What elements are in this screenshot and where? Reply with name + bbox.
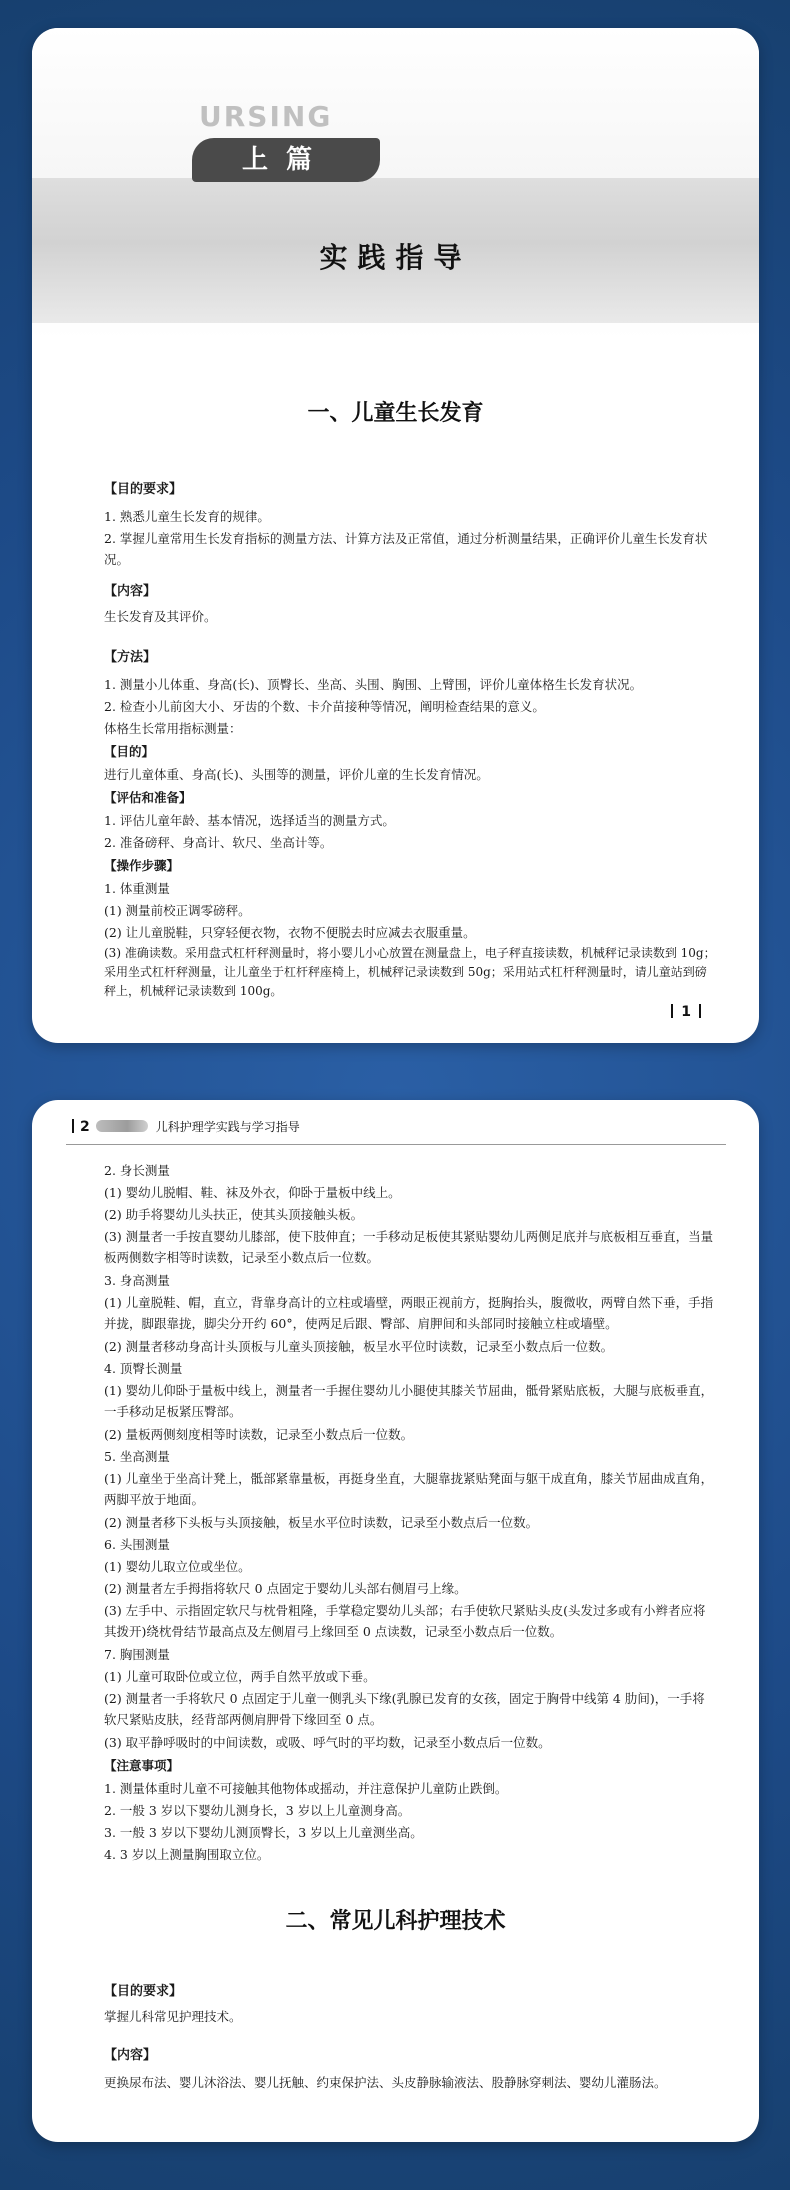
paragraph: (3) 测量者一手按直婴幼儿膝部，使下肢伸直；一手移动足板使其紧贴婴幼儿两侧足底并与底板相互垂直，当量板两侧数字相等时读数，记录至小数点后一位数。 [104, 1229, 714, 1265]
tag-procedure: 【操作步骤】 [104, 858, 180, 873]
paragraph: (2) 测量者移下头板与头顶接触，板呈水平位时读数，记录至小数点后一位数。 [104, 1515, 539, 1530]
tag-assessment: 【评估和准备】 [104, 790, 192, 805]
tag-purpose: 【目的】 [104, 744, 155, 759]
paragraph: (1) 儿童脱鞋、帽，直立，背靠身高计的立柱或墙壁，两眼正视前方，挺胸抬头，腹微收，两臂自然下垂，手指并拢，脚跟靠拢，脚尖分开约 60°，使两足后跟、臀部、肩胛间和头部同时接触立柱或墙壁。 [104, 1295, 714, 1331]
book-page-2 [32, 1100, 759, 2142]
paragraph: 4. 3 岁以上测量胸围取立位。 [104, 1847, 270, 1862]
paragraph: (1) 婴幼儿仰卧于量板中线上，测量者一手握住婴幼儿小腿使其膝关节屈曲，骶骨紧贴底板，大腿与底板垂直，一手移动足板紧压臀部。 [104, 1383, 714, 1419]
header-rule [66, 1144, 726, 1145]
paragraph: 进行儿童体重、身高(长)、头围等的测量，评价儿童的生长发育情况。 [104, 767, 489, 782]
paragraph: 1. 测量体重时儿童不可接触其他物体或摇动，并注意保护儿童防止跌倒。 [104, 1781, 508, 1796]
paragraph: 2. 掌握儿童常用生长发育指标的测量方法、计算方法及正常值，通过分析测量结果，正确评价儿童生长发育状况。 [104, 531, 708, 567]
page-number: 1 [663, 1004, 709, 1020]
running-title: 儿科护理学实践与学习指导 [155, 1120, 300, 1134]
paragraph: 3. 身高测量 [104, 1273, 170, 1288]
paragraph: 1. 熟悉儿童生长发育的规律。 [104, 509, 270, 524]
paragraph: 2. 准备磅秤、身高计、软尺、坐高计等。 [104, 835, 333, 850]
paragraph: 体格生长常用指标测量： [104, 721, 242, 736]
paragraph: (1) 儿童可取卧位或立位，两手自然平放或下垂。 [104, 1669, 376, 1684]
header-decoration [96, 1120, 148, 1132]
paragraph: (2) 测量者一手将软尺 0 点固定于儿童一侧乳头下缘(乳腺已发育的女孩，固定于胸骨中线第 4 肋间)，一手将软尺紧贴皮肤，经背部两侧肩胛骨下缘回至 0 点。 [104, 1691, 705, 1727]
paragraph: (2) 助手将婴幼儿头扶正，使其头顶接触头板。 [104, 1207, 364, 1222]
paragraph: (2) 量板两侧刻度相等时读数，记录至小数点后一位数。 [104, 1427, 414, 1442]
paragraph: 5. 坐高测量 [104, 1449, 170, 1464]
paragraph: (2) 测量者左手拇指将软尺 0 点固定于婴幼儿头部右侧眉弓上缘。 [104, 1581, 467, 1596]
paragraph: 1. 评估儿童年龄、基本情况，选择适当的测量方式。 [104, 813, 395, 828]
paragraph: (3) 取平静呼吸时的中间读数，或吸、呼气时的平均数，记录至小数点后一位数。 [104, 1735, 551, 1750]
paragraph: 6. 头围测量 [104, 1537, 170, 1552]
tag-objectives: 【目的要求】 [104, 482, 183, 497]
paragraph: (3) 准确读数。采用盘式杠杆秤测量时，将小婴儿小心放置在测量盘上，电子秤直接读数，机械秤记录读数到 10g；采用坐式杠杆秤测量，让儿童坐于杠杆秤座椅上，机械秤记录读数到 50g；采用站式杠杆秤测量时，请儿童站到磅秤上，机械秤记录读数到 100g。 [104, 946, 716, 998]
paragraph: 3. 一般 3 岁以下婴幼儿测顶臀长，3 岁以上儿童测坐高。 [104, 1825, 423, 1840]
paragraph: 生长发育及其评价。 [104, 609, 217, 624]
tag-notes: 【注意事项】 [104, 1758, 180, 1773]
paragraph: 2. 一般 3 岁以下婴幼儿测身长，3 岁以上儿童测身高。 [104, 1803, 411, 1818]
part-title: 实践指导 [319, 241, 472, 274]
part-header-banner [32, 28, 759, 338]
book-page-1 [32, 28, 759, 1043]
section-title-growth: 一、儿童生长发育 [307, 401, 484, 426]
section-title-nursing: 二、常见儿科护理技术 [285, 1909, 506, 1934]
tag-method: 【方法】 [104, 650, 157, 665]
paragraph: 1. 体重测量 [104, 881, 170, 896]
paragraph: 7. 胸围测量 [104, 1647, 170, 1662]
paragraph: (2) 测量者移动身高计头顶板与儿童头顶接触，板呈水平位时读数，记录至小数点后一位数。 [104, 1339, 614, 1354]
running-header [66, 1118, 726, 1142]
tag-objectives: 【目的要求】 [104, 1984, 183, 1999]
paragraph: 4. 顶臀长测量 [104, 1361, 183, 1376]
paragraph: (1) 儿童坐于坐高计凳上，骶部紧靠量板，再挺身坐直，大腿靠拢紧贴凳面与躯干成直角，膝关节屈曲成直角，两脚平放于地面。 [104, 1471, 714, 1507]
paragraph: 2. 检查小儿前囟大小、牙齿的个数、卡介苗接种等情况，阐明检查结果的意义。 [104, 699, 545, 714]
paragraph: (3) 左手中、示指固定软尺与枕骨粗隆，手掌稳定婴幼儿头部；右手使软尺紧贴头皮(头发过多或有小辫者应将其拨开)绕枕骨结节最高点及左侧眉弓上缘回至 0 点读数，记录至小数点后一位数。 [104, 1603, 706, 1639]
paragraph: (1) 测量前校正调零磅秤。 [104, 903, 251, 918]
tag-content: 【内容】 [104, 2048, 157, 2063]
paragraph: (2) 让儿童脱鞋，只穿轻便衣物，衣物不便脱去时应减去衣服重量。 [104, 925, 476, 940]
ursing-wordmark: URSING [199, 100, 333, 133]
paragraph: (1) 婴幼儿取立位或坐位。 [104, 1559, 251, 1574]
paragraph: 1. 测量小儿体重、身高(长)、顶臀长、坐高、头围、胸围、上臂围，评价儿童体格生长发育状况。 [104, 677, 643, 692]
paragraph: (1) 婴幼儿脱帽、鞋、袜及外衣，仰卧于量板中线上。 [104, 1185, 401, 1200]
page-number: 2 [80, 1119, 90, 1135]
tag-content: 【内容】 [104, 584, 157, 599]
paragraph: 掌握儿科常见护理技术。 [104, 2009, 242, 2024]
paragraph: 更换尿布法、婴儿沐浴法、婴儿抚触、约束保护法、头皮静脉输液法、股静脉穿刺法、婴幼儿灌肠法。 [104, 2075, 667, 2090]
paragraph: 2. 身长测量 [104, 1163, 170, 1178]
part-label-tab: 上篇 [192, 138, 380, 182]
